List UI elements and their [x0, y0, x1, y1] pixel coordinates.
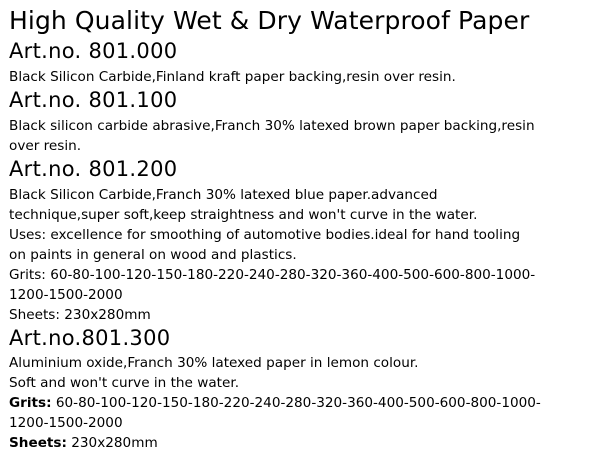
art-heading-801-300: Art.no.801.300: [9, 326, 171, 350]
grits-line: 1200-1500-2000: [9, 287, 123, 303]
grits-value: 60-80-100-120-150-180-220-240-280-320-360-400-500-600-800-1000-: [51, 395, 541, 411]
description-line: Soft and won't curve in the water.: [9, 375, 240, 391]
page-title: High Quality Wet & Dry Waterproof Paper: [9, 6, 530, 35]
section-801-000: [9, 38, 609, 87]
description-line: Black Silicon Carbide,Franch 30% latexed blue paper.advanced: [9, 187, 438, 203]
description-line: over resin.: [9, 138, 82, 154]
sheets-line: [9, 433, 609, 453]
grits-label: Grits:: [9, 395, 52, 411]
description-line: Black silicon carbide abrasive,Franch 30% latexed brown paper backing,resin: [9, 118, 535, 134]
sheets-label: Sheets:: [9, 435, 67, 451]
section-801-300: [9, 325, 609, 453]
art-heading-801-100: Art.no. 801.100: [9, 88, 178, 112]
document-page: [9, 4, 609, 453]
art-heading-801-000: Art.no. 801.000: [9, 39, 178, 63]
section-801-100: [9, 87, 609, 156]
art-heading-801-200: Art.no. 801.200: [9, 157, 178, 181]
sheets-line: Sheets: 230x280mm: [9, 307, 151, 323]
description-line: technique,super soft,keep straightness and won't curve in the water.: [9, 207, 478, 223]
grits-line: 1200-1500-2000: [9, 415, 123, 431]
description-line: Aluminium oxide,Franch 30% latexed paper in lemon colour.: [9, 355, 419, 371]
grits-line: Grits: 60-80-100-120-150-180-220-240-280-320-360-400-500-600-800-1000-: [9, 267, 536, 283]
sheets-value: 230x280mm: [66, 435, 158, 451]
uses-line: Uses: excellence for smoothing of automotive bodies.ideal for hand tooling: [9, 227, 521, 243]
grits-line: [9, 393, 609, 413]
uses-line: on paints in general on wood and plastics.: [9, 247, 297, 263]
description-line: Black Silicon Carbide,Finland kraft paper backing,resin over resin.: [9, 69, 456, 85]
section-801-200: [9, 156, 609, 325]
